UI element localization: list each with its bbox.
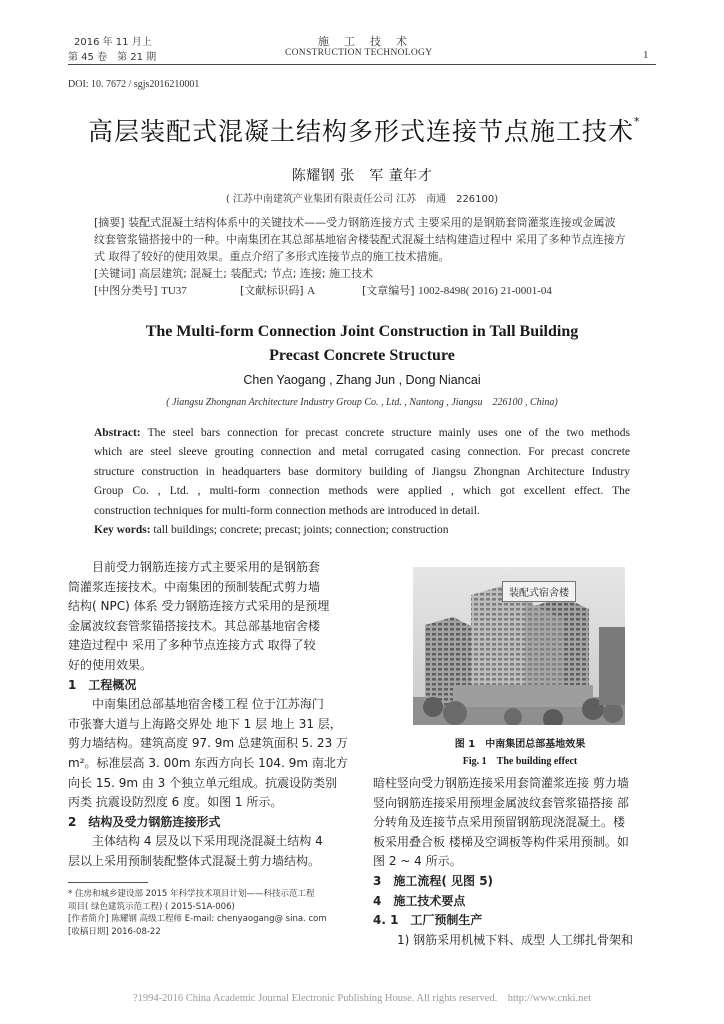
abstract-en-line: The steel bars connection for precast concrete structure mainly uses one of the two methods xyxy=(147,427,630,439)
clc-label: [中图分类号] xyxy=(94,284,158,297)
body-line: 筒灌浆连接技术。中南集团的预制装配式剪力墙 xyxy=(68,579,321,594)
body-line: 向长 15. 9m 由 3 个独立单元组成。抗震设防类别 xyxy=(68,775,338,790)
doc-label: [文献标识码] xyxy=(240,284,304,297)
right-column xyxy=(373,774,659,950)
clc-value: TU37 xyxy=(161,285,187,297)
body-line: 目前受力钢筋连接方式主要采用的是钢筋套 xyxy=(92,560,321,574)
body-line: 1) 钢筋采用机械下料、成型 人工绑扎骨架和 xyxy=(397,932,633,947)
figure-inset-label: 装配式宿舍楼 xyxy=(502,581,576,602)
body-line: 暗柱竖向受力钢筋连接采用套筒灌浆连接 剪力墙 xyxy=(373,776,629,790)
body-line: 主体结构 4 层及以下采用现浇混凝土结构 4 xyxy=(92,834,323,849)
abstract-cn xyxy=(94,214,630,299)
abstract-cn-label: [摘要] xyxy=(94,216,125,229)
paper-title-cn xyxy=(88,112,641,148)
body-line: 竖向钢筋连接采用预埋金属波纹套管浆锚搭接 部 xyxy=(373,795,629,810)
figure-1-caption-en: Fig. 1 The building effect xyxy=(462,756,578,767)
footnote-line: [作者简介] 陈耀钢 高级工程师 E-mail: chenyaogang@ sina. com xyxy=(68,914,327,924)
left-column xyxy=(68,558,354,872)
article-label: [文章编号] xyxy=(362,284,415,297)
doc-value: A xyxy=(307,285,316,297)
footnote xyxy=(68,888,358,938)
paper-title-en-line: The Multi-form Connection Joint Construction in Tall Building xyxy=(145,323,579,340)
body-line: 层以上采用预制装配整体式混凝土剪力墙结构。 xyxy=(68,853,321,868)
body-line: 板采用叠合板 楼梯及空调板等构件采用预制。如 xyxy=(373,834,629,849)
section-heading-4-1: 4. 1 工厂预制生产 xyxy=(373,913,483,928)
body-line: 分转角及连接节点采用预留钢筋现浇混凝土。楼 xyxy=(373,815,626,830)
doi: DOI: 10. 7672 / sgjs2016210001 xyxy=(68,79,200,90)
section-heading-3: 3 施工流程( 见图 5) xyxy=(373,873,494,888)
abstract-en-line: structure construction in headquarters base dormitory building of Jiangsu Zhongnan Architecture Industry xyxy=(94,465,630,478)
body-line: 金属波纹套管浆锚搭接技术。其总部基地宿舍楼 xyxy=(68,618,321,633)
body-line: 建造过程中 采用了多种节点连接方式 取得了较 xyxy=(68,638,316,653)
section-heading-2: 2 结构及受力钢筋连接形式 xyxy=(68,814,221,829)
section-heading-4: 4 施工技术要点 xyxy=(373,893,466,908)
abstract-cn-line: 式 取得了较好的使用效果。重点介绍了多形式连接节点的施工技术措施。 xyxy=(94,250,450,263)
header-date: 2016 年 11 月上 xyxy=(74,37,152,48)
header-page-number: 1 xyxy=(643,49,649,61)
paper-title-cn-text: 高层装配式混凝土结构多形式连接节点施工技术 xyxy=(88,117,635,146)
header-issue: 第 45 卷 第 21 期 xyxy=(68,52,157,63)
affiliation-en: ( Jiangsu Zhongnan Architecture Industry Group Co. , Ltd. , Nantong , Jiangsu 226100 , China) xyxy=(166,397,558,408)
abstract-cn-line: 纹套管浆锚搭接中的一种。中南集团在其总部基地宿舍楼装配式混凝土结构建造过程中 采用了多种节点连接方 xyxy=(94,233,626,246)
footnote-line: [收稿日期] 2016-08-22 xyxy=(68,926,161,937)
abstract-en-line: Group Co. , Ltd. , multi-form connection methods were applied , which got excellent effect. The xyxy=(94,485,630,498)
body-line: m²。标准层高 3. 00m 东西方向长 104. 9m 南北方 xyxy=(68,755,348,770)
authors-en: Chen Yaogang , Zhang Jun , Dong Niancai xyxy=(243,373,481,387)
paper-title-en-line: Precast Concrete Structure xyxy=(269,347,455,364)
footnote-line: 项目( 绿色建筑示范工程) ( 2015-S1A-006) xyxy=(68,901,235,912)
header-journal-cn: 施 工 技 术 xyxy=(318,35,409,48)
body-line: 剪力墙结构。建筑高度 97. 9m 总建筑面积 5. 23 万 xyxy=(68,736,349,751)
abstract-en-line: which are steel sleeve grouting connection and metal corrugated casing connection. For precast concrete xyxy=(94,446,630,459)
abstract-cn-line: 装配式混凝土结构体系中的关键技术——受力钢筋连接方式 主要采用的是钢筋套筒灌浆连接或金属波 xyxy=(128,216,616,229)
body-line: 丙类 抗震设防烈度 6 度。如图 1 所示。 xyxy=(68,795,283,810)
keywords-en-label: Key words: xyxy=(94,524,151,537)
footnote-rule xyxy=(68,882,148,883)
body-line: 市张謇大道与上海路交界处 地下 1 层 地上 31 层， xyxy=(68,716,342,731)
body-line: 图 2 ~ 4 所示。 xyxy=(373,854,462,869)
keywords-cn-text: 高层建筑; 混凝土; 装配式; 节点; 连接; 施工技术 xyxy=(139,267,374,280)
header-journal-en: CONSTRUCTION TECHNOLOGY xyxy=(285,48,433,58)
body-line: 结构( NPC) 体系 受力钢筋连接方式采用的是预埋 xyxy=(68,599,330,614)
section-heading-1: 1 工程概况 xyxy=(68,677,137,692)
figure-1-caption-cn: 图 1 中南集团总部基地效果 xyxy=(454,739,586,750)
abstract-en xyxy=(94,424,630,540)
keywords-cn-label: [关键词] xyxy=(94,267,136,280)
body-line: 中南集团总部基地宿舍楼工程 位于江苏海门 xyxy=(92,697,324,712)
abstract-en-label: Abstract: xyxy=(94,427,141,439)
header-rule xyxy=(68,64,656,65)
figure-1-image xyxy=(413,567,625,725)
classification-row xyxy=(94,282,630,299)
authors-cn: 陈耀钢 张 军 董年才 xyxy=(291,168,433,184)
title-footnote-mark: * xyxy=(634,114,641,128)
article-value: 1002-8498( 2016) 21-0001-04 xyxy=(418,285,552,297)
keywords-en-text: tall buildings; concrete; precast; joints; connection; construction xyxy=(153,524,449,537)
body-line: 好的使用效果。 xyxy=(68,657,153,672)
paper-title-en xyxy=(62,320,662,368)
affiliation-cn: ( 江苏中南建筑产业集团有限责任公司 江苏 南通 226100) xyxy=(225,194,499,205)
footnote-line: * 住房和城乡建设部 2015 年科学技术项目计划——科技示范工程 xyxy=(68,889,315,899)
copyright-watermark: ?1994-2016 China Academic Journal Electronic Publishing House. All rights reserved. http://www.cnki.net xyxy=(132,993,592,1004)
abstract-en-line: construction techniques for multi-form connection methods are introduced in detail. xyxy=(94,504,480,517)
